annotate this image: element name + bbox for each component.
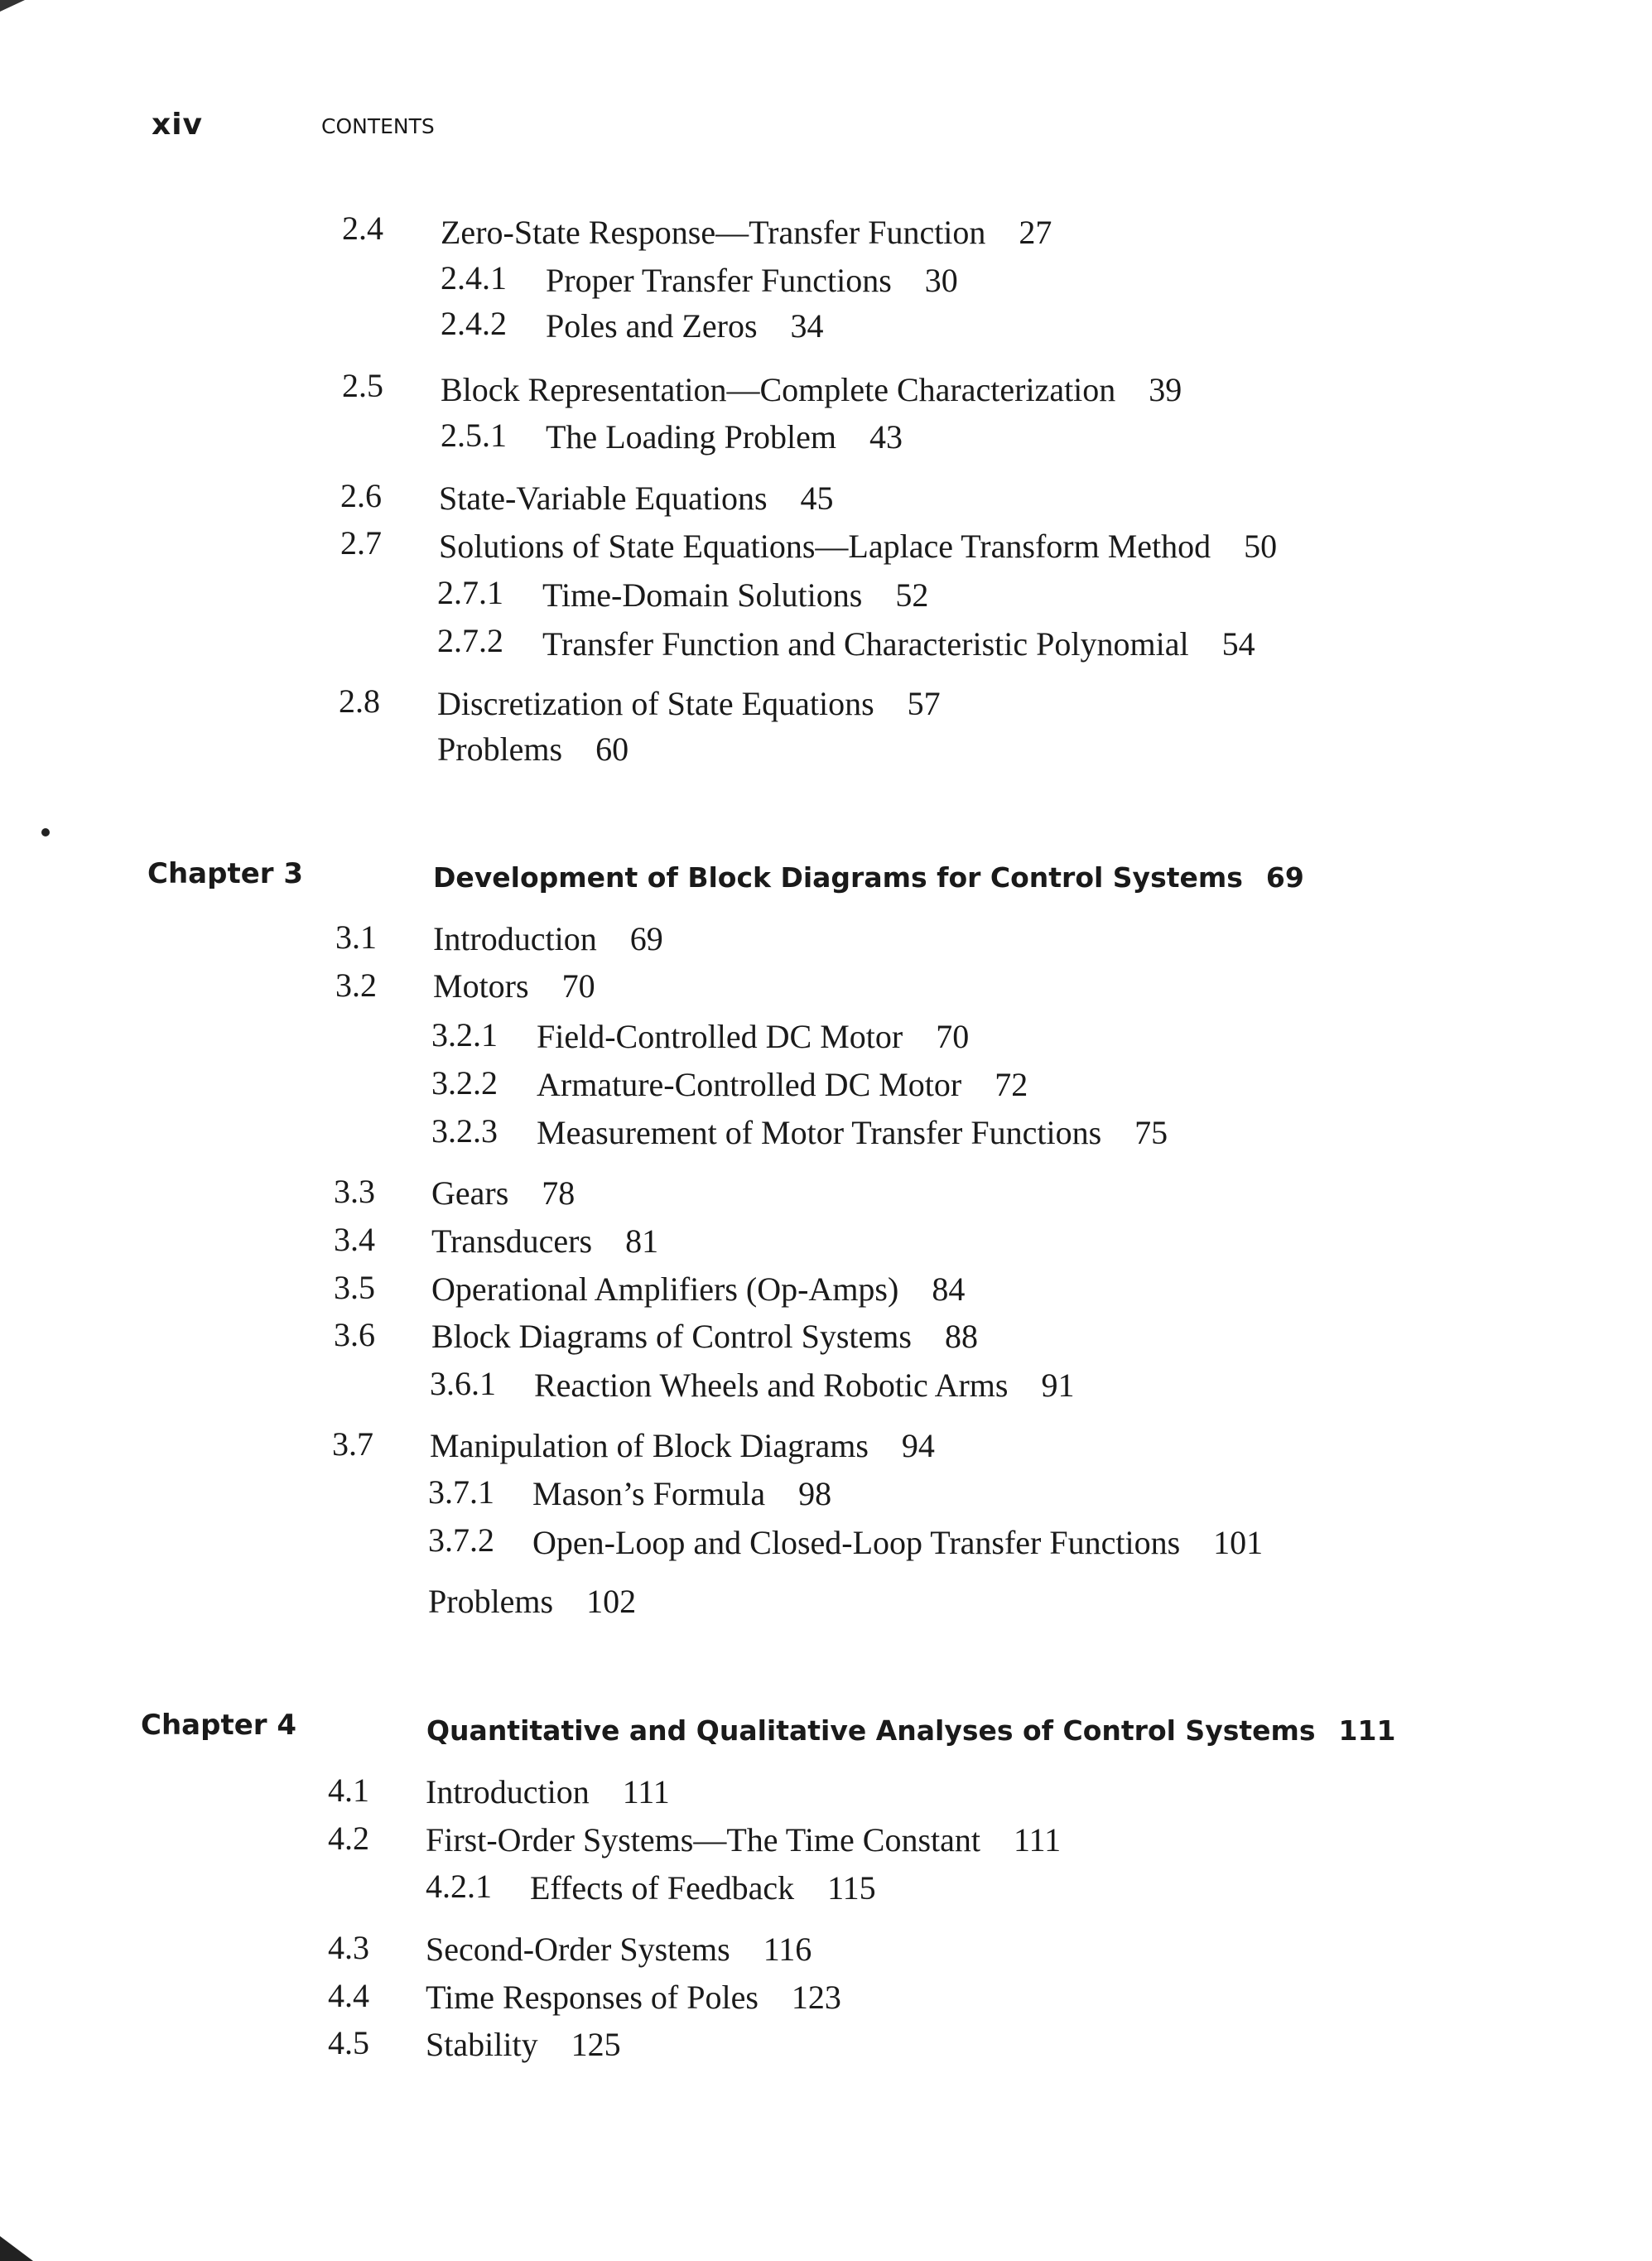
subsection-title: Time-Domain Solutions — [542, 576, 863, 614]
section-number: 3.5 — [334, 1269, 375, 1306]
subsection-title: Effects of Feedback — [530, 1869, 795, 1907]
subsection-number: 3.7.2 — [428, 1521, 494, 1559]
chapter-title-entry — [433, 861, 1304, 894]
section-title: Discretization of State Equations — [437, 685, 874, 722]
subsection-number: 3.2.1 — [431, 1016, 498, 1053]
section-number: 2.5 — [342, 367, 383, 404]
page-ref: 88 — [944, 1318, 978, 1355]
page-ref: 70 — [561, 967, 595, 1005]
section-entry — [433, 919, 663, 958]
page-ref: 111 — [1014, 1821, 1062, 1858]
subsection-number: 2.7.2 — [437, 622, 503, 659]
page-number: xiv — [152, 108, 204, 142]
section-entry — [430, 1426, 935, 1465]
page-ref: 75 — [1134, 1114, 1168, 1151]
scan-speck — [41, 828, 50, 836]
section-entry — [426, 1820, 1061, 1859]
section-title: Introduction — [433, 920, 597, 957]
subsection-number: 2.7.1 — [437, 574, 503, 611]
subsection-entry — [537, 1065, 1028, 1104]
subsection-entry — [542, 576, 928, 615]
page-ref: 39 — [1149, 371, 1182, 408]
page-ref: 27 — [1019, 214, 1052, 251]
section-title: Introduction — [426, 1773, 590, 1810]
subsection-entry — [546, 306, 824, 345]
section-number: 4.3 — [328, 1929, 369, 1966]
chapter-title: Quantitative and Qualitative Analyses of Control Systems — [426, 1714, 1316, 1747]
page-ref: 78 — [542, 1174, 576, 1212]
page-ref: 45 — [800, 480, 834, 517]
subsection-title: Mason’s Formula — [532, 1475, 766, 1512]
section-number: 4.2 — [328, 1820, 369, 1857]
subsection-title: Field-Controlled DC Motor — [537, 1018, 903, 1055]
page-ref: 57 — [907, 685, 941, 722]
section-entry — [437, 684, 941, 723]
section-entry — [433, 967, 595, 1005]
section-number: 4.5 — [328, 2024, 369, 2061]
subsection-title: Reaction Wheels and Robotic Arms — [534, 1367, 1009, 1404]
page-ref: 81 — [625, 1222, 659, 1260]
problems-entry — [428, 1582, 636, 1621]
page-ref: 70 — [936, 1018, 970, 1055]
section-title: Solutions of State Equations—Laplace Transform Method — [439, 528, 1211, 565]
page-ref: 30 — [924, 262, 958, 299]
subsection-number: 2.4.1 — [441, 259, 507, 296]
section-title: Zero-State Response—Transfer Function — [441, 214, 986, 251]
section-number: 2.6 — [340, 477, 382, 514]
problems-title: Problems — [437, 730, 563, 768]
subsection-entry — [537, 1113, 1168, 1152]
subsection-number: 3.2.2 — [431, 1064, 498, 1102]
subsection-title: Armature-Controlled DC Motor — [537, 1066, 962, 1103]
section-number: 2.7 — [340, 524, 382, 562]
section-entry — [431, 1317, 978, 1356]
section-title: Time Responses of Poles — [426, 1979, 759, 2016]
page-ref: 52 — [895, 576, 929, 614]
subsection-number: 3.2.3 — [431, 1112, 498, 1150]
page-ref: 111 — [1338, 1714, 1396, 1747]
problems-entry — [437, 730, 629, 769]
chapter-title-entry — [426, 1714, 1395, 1747]
subsection-entry — [546, 417, 903, 456]
page-ref: 91 — [1041, 1367, 1075, 1404]
subsection-title: Proper Transfer Functions — [546, 262, 892, 299]
section-title: Gears — [431, 1174, 509, 1212]
page-ref: 98 — [798, 1475, 832, 1512]
page-ref: 115 — [827, 1869, 876, 1907]
scan-corner-mark-bottom — [0, 2236, 33, 2261]
section-entry — [441, 370, 1182, 409]
section-entry — [426, 2025, 621, 2064]
section-title: Motors — [433, 967, 529, 1005]
subsection-title: Open-Loop and Closed-Loop Transfer Functions — [532, 1524, 1181, 1561]
subsection-number: 2.4.2 — [441, 305, 507, 342]
section-entry — [441, 213, 1052, 252]
subsection-entry — [532, 1523, 1263, 1562]
subsection-entry — [530, 1868, 876, 1907]
subsection-title: Measurement of Motor Transfer Functions — [537, 1114, 1102, 1151]
section-entry — [426, 1772, 670, 1811]
section-entry — [431, 1270, 965, 1309]
section-number: 4.1 — [328, 1772, 369, 1809]
page-ref: 111 — [622, 1773, 670, 1810]
subsection-entry — [534, 1366, 1074, 1405]
page-ref: 116 — [763, 1931, 812, 1968]
section-number: 3.4 — [334, 1221, 375, 1258]
section-entry — [431, 1222, 658, 1261]
subsection-entry — [537, 1017, 969, 1056]
chapter-label: Chapter 3 — [147, 857, 304, 890]
section-title: Block Representation—Complete Characterization — [441, 371, 1116, 408]
section-title: Stability — [426, 2026, 538, 2063]
chapter-title: Development of Block Diagrams for Control Systems — [433, 861, 1243, 894]
scan-corner-mark — [0, 0, 25, 12]
page-ref: 43 — [869, 418, 903, 456]
page-ref: 123 — [791, 1979, 841, 2016]
page-ref: 69 — [1265, 861, 1304, 894]
page-ref: 72 — [995, 1066, 1028, 1103]
section-title: First-Order Systems—The Time Constant — [426, 1821, 981, 1858]
section-entry — [426, 1978, 841, 2017]
section-number: 3.3 — [334, 1173, 375, 1210]
page-ref: 54 — [1221, 625, 1255, 663]
section-number: 3.2 — [335, 967, 377, 1004]
page-ref: 84 — [932, 1270, 966, 1308]
subsection-title: Transfer Function and Characteristic Polynomial — [542, 625, 1189, 663]
section-title: Block Diagrams of Control Systems — [431, 1318, 912, 1355]
subsection-entry — [542, 624, 1255, 663]
page-ref: 60 — [595, 730, 629, 768]
subsection-number: 3.7.1 — [428, 1473, 494, 1511]
subsection-title: The Loading Problem — [546, 418, 837, 456]
section-title: Transducers — [431, 1222, 593, 1260]
subsection-title: Poles and Zeros — [546, 307, 758, 345]
page-ref: 94 — [901, 1427, 935, 1464]
subsection-number: 3.6.1 — [430, 1365, 496, 1402]
page-ref: 34 — [790, 307, 824, 345]
section-number: 3.7 — [332, 1425, 373, 1463]
section-entry — [431, 1174, 575, 1212]
section-title: Operational Amplifiers (Op-Amps) — [431, 1270, 899, 1308]
section-title: Manipulation of Block Diagrams — [430, 1427, 869, 1464]
subsection-entry — [546, 261, 958, 300]
running-title: CONTENTS — [321, 114, 435, 138]
page-ref: 101 — [1213, 1524, 1264, 1561]
subsection-number: 4.2.1 — [426, 1868, 492, 1905]
chapter-label: Chapter 4 — [141, 1709, 297, 1742]
section-number: 2.8 — [339, 682, 380, 720]
section-entry — [439, 527, 1277, 566]
section-number: 3.1 — [335, 918, 377, 956]
subsection-number: 2.5.1 — [441, 417, 507, 454]
subsection-entry — [532, 1474, 831, 1513]
section-number: 3.6 — [334, 1316, 375, 1353]
page-ref: 69 — [629, 920, 663, 957]
section-entry — [426, 1930, 812, 1969]
section-entry — [439, 479, 834, 518]
section-title: State-Variable Equations — [439, 480, 768, 517]
problems-title: Problems — [428, 1583, 554, 1620]
page-ref: 50 — [1244, 528, 1278, 565]
page-ref: 102 — [586, 1583, 637, 1620]
section-number: 2.4 — [342, 210, 383, 247]
section-title: Second-Order Systems — [426, 1931, 730, 1968]
page-ref: 125 — [571, 2026, 621, 2063]
section-number: 4.4 — [328, 1977, 369, 2014]
